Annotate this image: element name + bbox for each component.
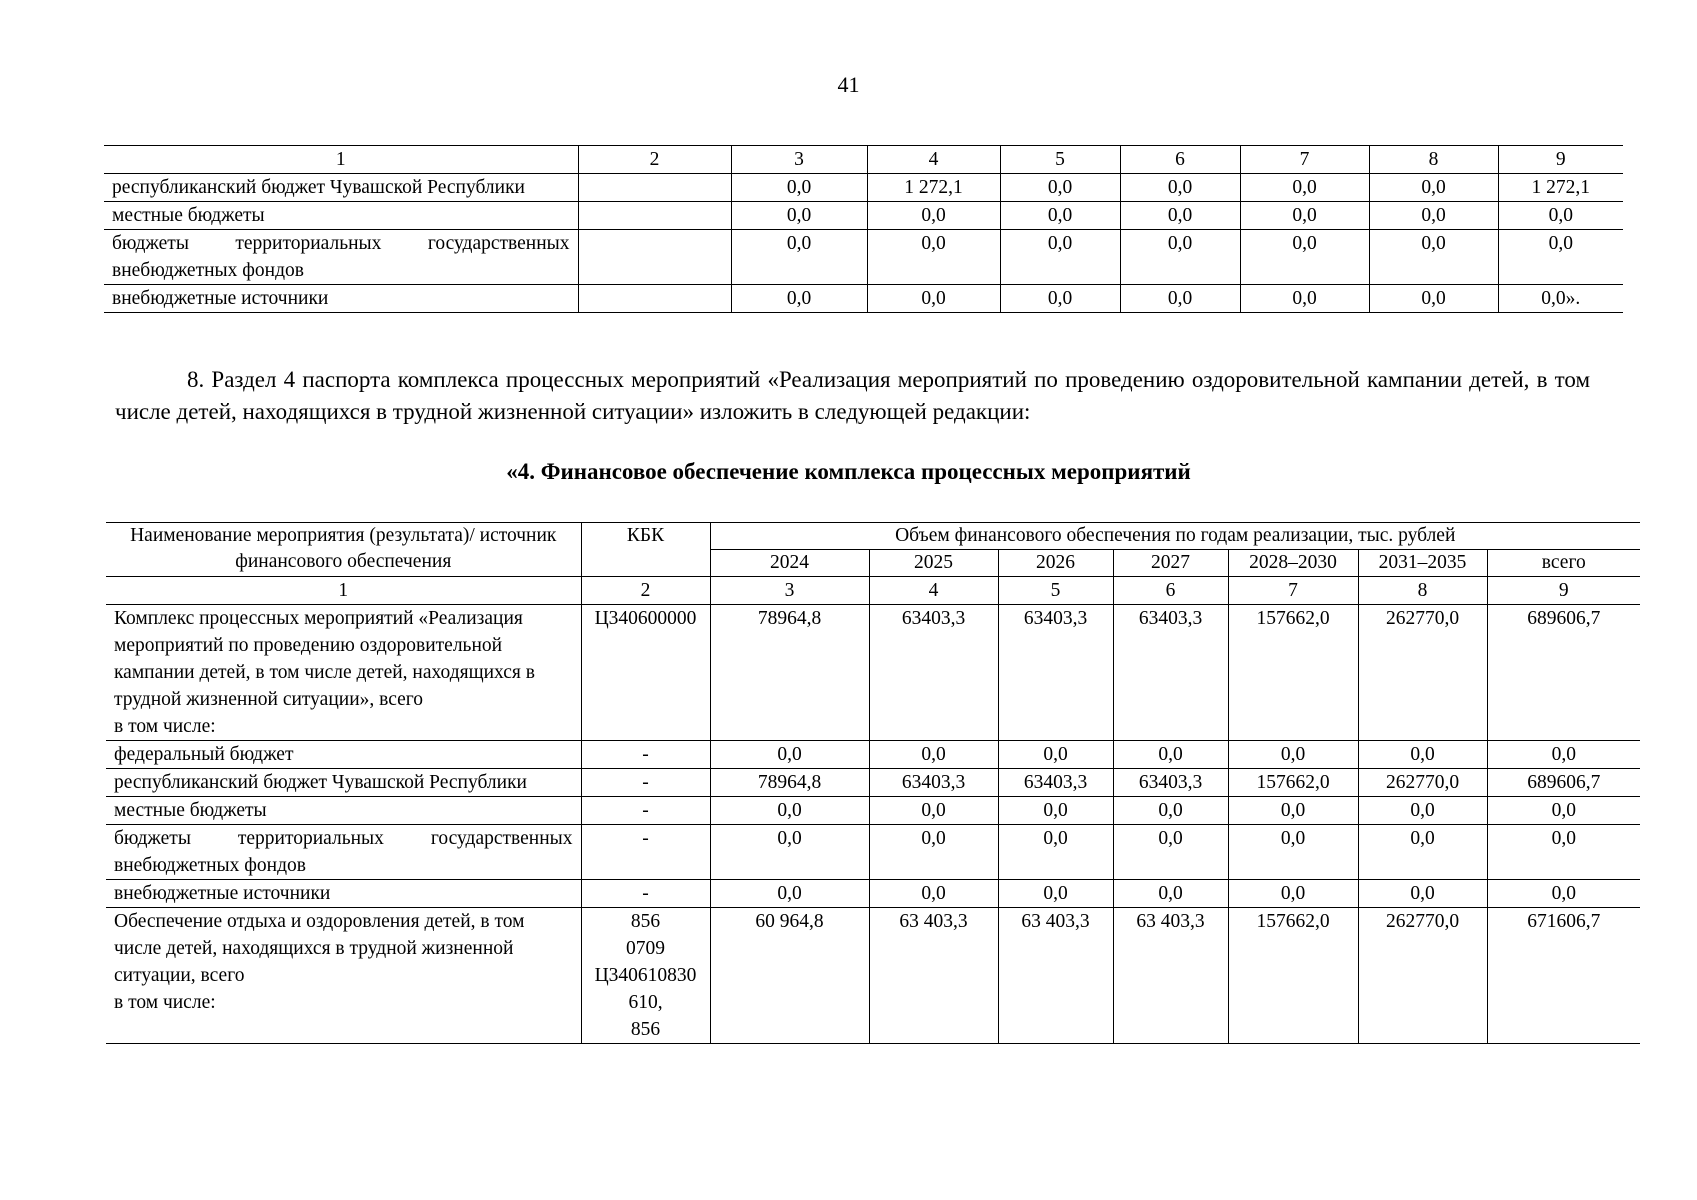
column-number-row [104,146,1623,174]
row-value: 0,0». [1498,285,1623,313]
row-name: местные бюджеты [104,202,578,230]
header-name: Наименование мероприятия (результата)/ источник финансового обеспечения [106,523,581,577]
col-number: 9 [1498,146,1623,174]
table-row [104,285,1623,313]
header-kbk: КБК [581,523,710,577]
row-value: 0,0 [1358,797,1487,825]
row-value: 157662,0 [1228,769,1358,797]
row-value: 0,0 [1498,202,1623,230]
row-value: 0,0 [1369,285,1498,313]
row-kbk [578,230,731,285]
row-value: 0,0 [1113,880,1228,908]
row-value: 0,0 [710,880,869,908]
row-value: 0,0 [1228,825,1358,880]
row-value: 0,0 [998,797,1113,825]
header-year: 2027 [1113,550,1228,577]
row-value: 0,0 [1113,797,1228,825]
row-value: 0,0 [867,202,1000,230]
top-table [104,145,1623,313]
table-row [104,230,1623,285]
row-value: 689606,7 [1487,769,1640,797]
col-number: 7 [1240,146,1369,174]
col-number: 3 [731,146,867,174]
row-value: 0,0 [1487,825,1640,880]
row-kbk: - [581,880,710,908]
row-value: 0,0 [869,825,998,880]
row-value: 0,0 [867,230,1000,285]
row-name: федеральный бюджет [106,741,581,769]
row-value: 0,0 [1113,825,1228,880]
col-number: 5 [998,577,1113,605]
row-value: 0,0 [1487,880,1640,908]
header-volume-group: Объем финансового обеспечения по годам реализации, тыс. рублей [710,523,1640,550]
col-number: 5 [1000,146,1120,174]
row-name: внебюджетные источники [104,285,578,313]
kbk-line: Ц340610830 [594,965,697,986]
table-row [106,825,1640,880]
row-value: 0,0 [1358,825,1487,880]
row-value: 63403,3 [1113,769,1228,797]
row-value: 0,0 [731,174,867,202]
row-value: 0,0 [1228,741,1358,769]
col-number: 9 [1487,577,1640,605]
row-value: 262770,0 [1358,908,1487,1044]
row-value: 0,0 [1000,285,1120,313]
row-name: бюджеты территориальных государственных внебюджетных фондов [106,825,581,880]
row-value: 0,0 [1000,202,1120,230]
row-value: 63403,3 [1113,605,1228,741]
header-year: 2026 [998,550,1113,577]
row-value: 0,0 [710,797,869,825]
row-value: 0,0 [1369,202,1498,230]
row-value: 689606,7 [1487,605,1640,741]
row-name-cell [106,908,581,1044]
row-value: 0,0 [731,230,867,285]
row-value: 157662,0 [1228,605,1358,741]
row-value: 0,0 [998,825,1113,880]
col-number: 8 [1369,146,1498,174]
col-number: 1 [104,146,578,174]
row-value: 0,0 [1487,741,1640,769]
row-kbk [578,174,731,202]
table-row [106,605,1640,741]
row-value: 0,0 [869,797,998,825]
col-number: 2 [578,146,731,174]
kbk-line: 856 [630,1019,661,1040]
col-number: 6 [1120,146,1240,174]
row-name-sub: в том числе: [114,992,216,1013]
row-value: 78964,8 [710,769,869,797]
table-row [104,202,1623,230]
row-value: 0,0 [869,741,998,769]
col-number: 8 [1358,577,1487,605]
row-value: 63 403,3 [998,908,1113,1044]
row-value: 0,0 [1358,880,1487,908]
kbk-line: 0709 [626,938,665,959]
table-row [106,908,1640,1044]
col-number: 2 [581,577,710,605]
table-row [106,769,1640,797]
row-value: 0,0 [710,741,869,769]
row-value: 0,0 [1120,285,1240,313]
row-value: 0,0 [869,880,998,908]
row-value: 671606,7 [1487,908,1640,1044]
row-value: 0,0 [1369,230,1498,285]
row-name: Комплекс процессных мероприятий «Реализация мероприятий по проведению оздоровительной кампании детей, в том числе детей, находящихся в трудной жизненной ситуации», всего [114,608,535,710]
row-value: 63 403,3 [869,908,998,1044]
row-name: республиканский бюджет Чувашской Республики [106,769,581,797]
row-value: 262770,0 [1358,769,1487,797]
kbk-line: 856 [630,911,661,932]
row-value: 0,0 [867,285,1000,313]
kbk-line: 610, [628,992,663,1013]
row-value: 0,0 [1228,880,1358,908]
row-value: 0,0 [1487,797,1640,825]
row-kbk [578,202,731,230]
row-value: 0,0 [1240,230,1369,285]
row-value: 63403,3 [869,769,998,797]
row-value: 0,0 [1113,741,1228,769]
row-value: 0,0 [1498,230,1623,285]
row-value: 63403,3 [998,769,1113,797]
row-value: 0,0 [1120,230,1240,285]
row-value: 63403,3 [998,605,1113,741]
header-year: 2028–2030 [1228,550,1358,577]
row-value: 63403,3 [869,605,998,741]
table-row [106,741,1640,769]
row-name: Обеспечение отдыха и оздоровления детей, в том числе детей, находящихся в трудной жизненной ситуации, всего [114,911,525,986]
row-value: 0,0 [710,825,869,880]
row-value: 0,0 [1358,741,1487,769]
row-value: 0,0 [1240,174,1369,202]
header-total: всего [1487,550,1640,577]
row-kbk: - [581,825,710,880]
row-kbk: Ц340600000 [581,605,710,741]
table-row [106,880,1640,908]
row-value: 0,0 [1228,797,1358,825]
row-value: 0,0 [998,741,1113,769]
col-number: 6 [1113,577,1228,605]
table-row [104,174,1623,202]
row-value: 63 403,3 [1113,908,1228,1044]
row-name-cell [106,605,581,741]
section-title: «4. Финансовое обеспечение комплекса процессных мероприятий [506,459,1191,484]
row-value: 1 272,1 [1498,174,1623,202]
row-name: республиканский бюджет Чувашской Республики [104,174,578,202]
row-kbk-cell [581,908,710,1044]
row-value: 0,0 [1120,202,1240,230]
row-value: 0,0 [1240,202,1369,230]
row-value: 157662,0 [1228,908,1358,1044]
row-value: 0,0 [731,285,867,313]
header-year: 2024 [710,550,869,577]
table-row [106,797,1640,825]
col-number: 7 [1228,577,1358,605]
page-number: 41 [837,72,860,97]
row-value: 78964,8 [710,605,869,741]
row-value: 262770,0 [1358,605,1487,741]
row-value: 0,0 [1369,174,1498,202]
header-year: 2025 [869,550,998,577]
col-number: 4 [867,146,1000,174]
col-number: 3 [710,577,869,605]
row-kbk [578,285,731,313]
row-value: 0,0 [1240,285,1369,313]
col-number: 1 [106,577,581,605]
row-value: 0,0 [1000,174,1120,202]
row-kbk: - [581,741,710,769]
amendment-paragraph: 8. Раздел 4 паспорта комплекса процессных мероприятий «Реализация мероприятий по проведению оздоровительной кампании детей, в том числе детей, находящихся в трудной жизненной ситуации» изложить в следующей редакции: [115,367,1590,424]
row-kbk: - [581,797,710,825]
row-value: 60 964,8 [710,908,869,1044]
row-value: 0,0 [1120,174,1240,202]
row-value: 1 272,1 [867,174,1000,202]
row-name: внебюджетные источники [106,880,581,908]
row-value: 0,0 [1000,230,1120,285]
header-row [106,523,1640,550]
row-value: 0,0 [731,202,867,230]
row-name: бюджеты территориальных государственных внебюджетных фондов [104,230,578,285]
row-name: местные бюджеты [106,797,581,825]
row-name-sub: в том числе: [114,716,216,737]
row-kbk: - [581,769,710,797]
financing-table [106,522,1640,1044]
row-value: 0,0 [998,880,1113,908]
col-number: 4 [869,577,998,605]
column-number-row [106,577,1640,605]
header-year: 2031–2035 [1358,550,1487,577]
